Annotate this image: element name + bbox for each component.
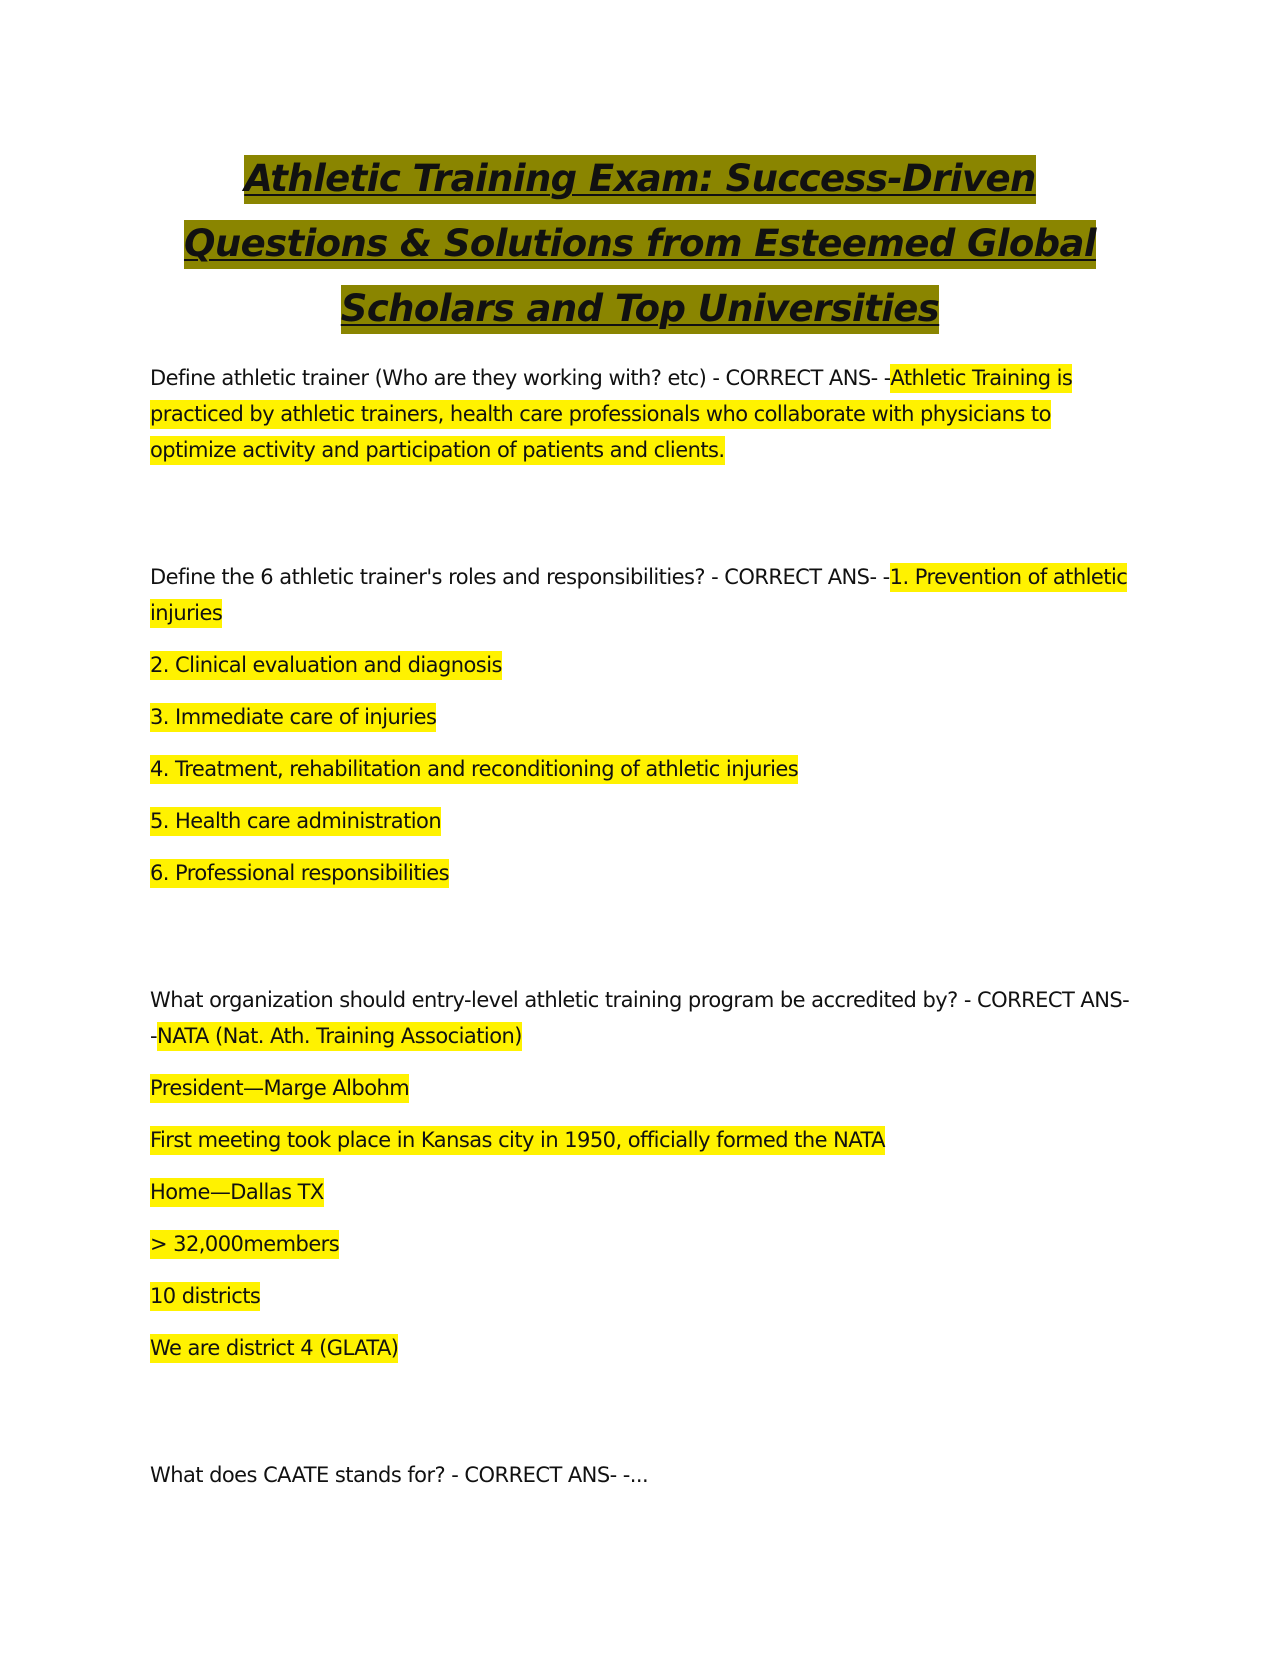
answer-list-item bbox=[150, 1174, 1130, 1210]
answer-list-item bbox=[150, 699, 1130, 735]
answer-text: President—Marge Albohm bbox=[150, 1074, 409, 1103]
qa-entry bbox=[150, 360, 1130, 468]
qa-paragraph bbox=[150, 982, 1130, 1054]
answer-text: NATA (Nat. Ath. Training Association) bbox=[157, 1022, 522, 1051]
answer-text: 2. Clinical evaluation and diagnosis bbox=[150, 651, 502, 680]
answer-text: We are district 4 (GLATA) bbox=[150, 1334, 398, 1363]
answer-list-item bbox=[150, 1226, 1130, 1262]
qa-list bbox=[150, 360, 1130, 1493]
answer-text: First meeting took place in Kansas city in 1950, officially formed the NATA bbox=[150, 1126, 885, 1155]
answer-text: 6. Professional responsibilities bbox=[150, 859, 449, 888]
answer-text: Home—Dallas TX bbox=[150, 1178, 324, 1207]
answer-text: > 32,000members bbox=[150, 1230, 339, 1259]
document-title bbox=[150, 146, 1130, 341]
answer-list-item bbox=[150, 855, 1130, 891]
answer-list-item bbox=[150, 1070, 1130, 1106]
qa-paragraph bbox=[150, 1457, 1130, 1493]
qa-entry bbox=[150, 1457, 1130, 1493]
qa-entry bbox=[150, 982, 1130, 1366]
answer-list-item bbox=[150, 751, 1130, 787]
answer-list-item bbox=[150, 647, 1130, 683]
answer-list-item bbox=[150, 1330, 1130, 1366]
answer-list-item bbox=[150, 803, 1130, 839]
question-text: What does CAATE stands for? - CORRECT ANS- -... bbox=[150, 1463, 649, 1487]
answer-text: 3. Immediate care of injuries bbox=[150, 703, 436, 732]
answer-text: 4. Treatment, rehabilitation and reconditioning of athletic injuries bbox=[150, 755, 798, 784]
title-line-2: Questions & Solutions from Esteemed Global bbox=[184, 220, 1096, 269]
title-line-1: Athletic Training Exam: Success-Driven bbox=[244, 155, 1036, 204]
question-text: Define athletic trainer (Who are they working with? etc) - CORRECT ANS- - bbox=[150, 366, 891, 390]
answer-text: 1. Prevention of athletic injuries bbox=[150, 563, 1127, 628]
question-text: What organization should entry-level athletic training program be accredited by? - CORRECT ANS- - bbox=[150, 988, 1130, 1048]
answer-text: 5. Health care administration bbox=[150, 807, 441, 836]
title-line-3: Scholars and Top Universities bbox=[341, 285, 939, 334]
qa-paragraph bbox=[150, 559, 1130, 631]
answer-text: 10 districts bbox=[150, 1282, 260, 1311]
qa-paragraph bbox=[150, 360, 1130, 468]
question-text: Define the 6 athletic trainer's roles and responsibilities? - CORRECT ANS- - bbox=[150, 565, 890, 589]
answer-list-item bbox=[150, 1122, 1130, 1158]
qa-entry bbox=[150, 559, 1130, 891]
answer-list-item bbox=[150, 1278, 1130, 1314]
answer-text: Athletic Training is practiced by athletic trainers, health care professionals who collaborate with physicians to optimize activity and participation of patients and clients. bbox=[150, 364, 1072, 465]
